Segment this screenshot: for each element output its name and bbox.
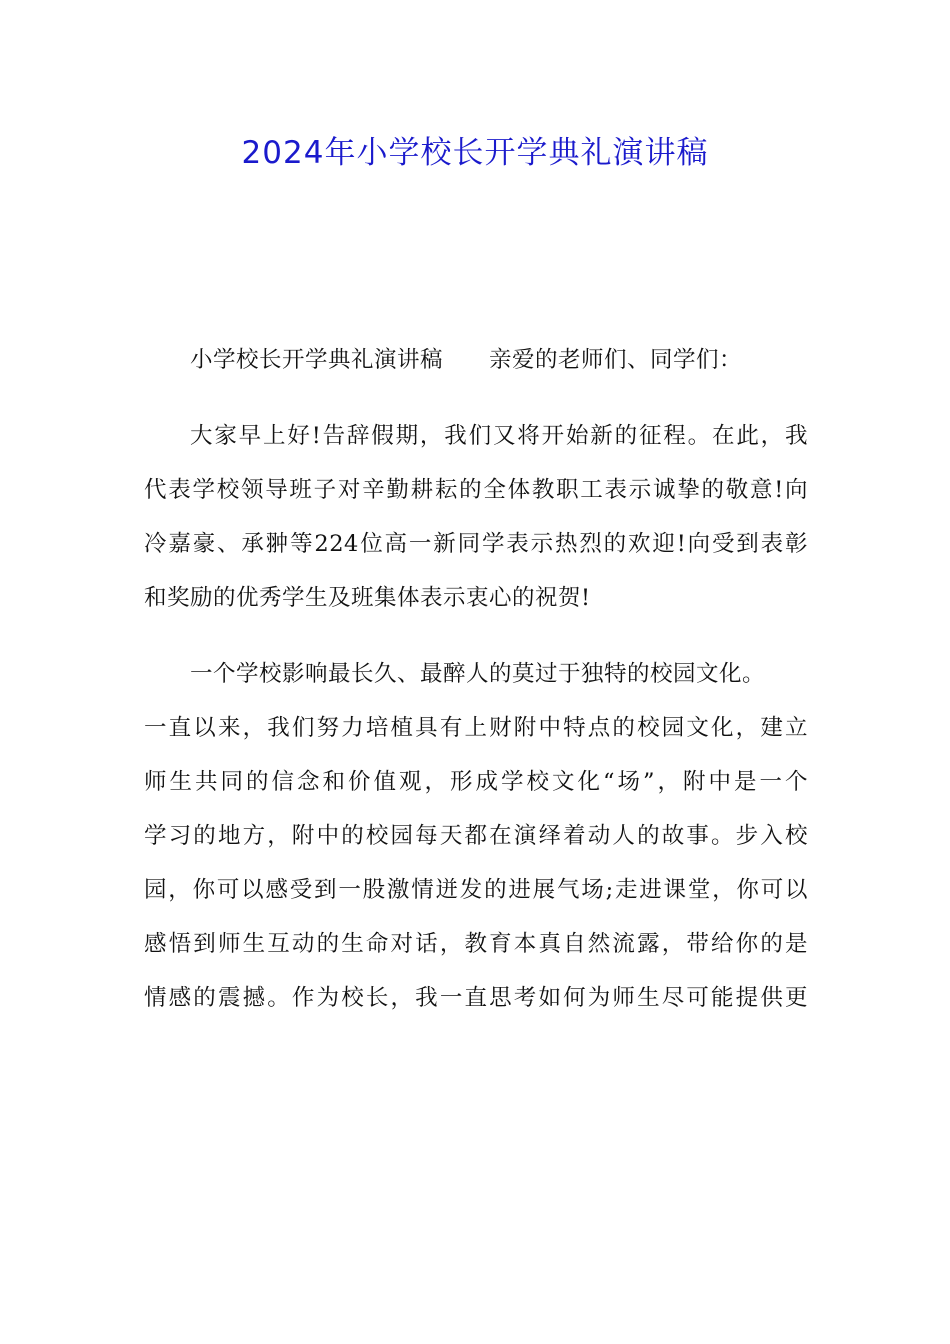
paragraph-1 bbox=[144, 409, 808, 625]
text-line: 感悟到师生互动的生命对话，教育本真自然流露，带给你的是 bbox=[144, 931, 808, 957]
opening-title: 小学校长开学典礼演讲稿 bbox=[190, 347, 444, 373]
opening-line bbox=[144, 333, 808, 387]
document-body bbox=[144, 333, 808, 1025]
text-line: 学习的地方，附中的校园每天都在演绎着动人的故事。步入校 bbox=[144, 823, 808, 849]
text-line: 一直以来，我们努力培植具有上财附中特点的校园文化，建立 bbox=[144, 715, 808, 741]
paragraph-2 bbox=[144, 647, 808, 1025]
text-line: 大家早上好!告辞假期，我们又将开始新的征程。在此，我 bbox=[190, 423, 808, 449]
text-line: 园，你可以感受到一股激情迸发的进展气场;走进课堂，你可以 bbox=[144, 877, 808, 903]
text-line: 情感的震撼。作为校长，我一直思考如何为师生尽可能提供更 bbox=[144, 985, 808, 1011]
text-line: 师生共同的信念和价值观，形成学校文化“场”，附中是一个 bbox=[144, 769, 808, 795]
text-line: 和奖励的优秀学生及班集体表示衷心的祝贺! bbox=[144, 585, 591, 611]
opening-greeting: 亲爱的老师们、同学们： bbox=[489, 347, 743, 373]
text-line: 一个学校影响最长久、最醉人的莫过于独特的校园文化。 bbox=[190, 661, 766, 687]
text-line: 代表学校领导班子对辛勤耕耘的全体教职工表示诚挚的敬意!向 bbox=[144, 477, 808, 503]
document-title: 2024年小学校长开学典礼演讲稿 bbox=[241, 135, 709, 171]
text-line: 冷嘉豪、承翀等224位高一新同学表示热烈的欢迎!向受到表彰 bbox=[144, 531, 808, 557]
